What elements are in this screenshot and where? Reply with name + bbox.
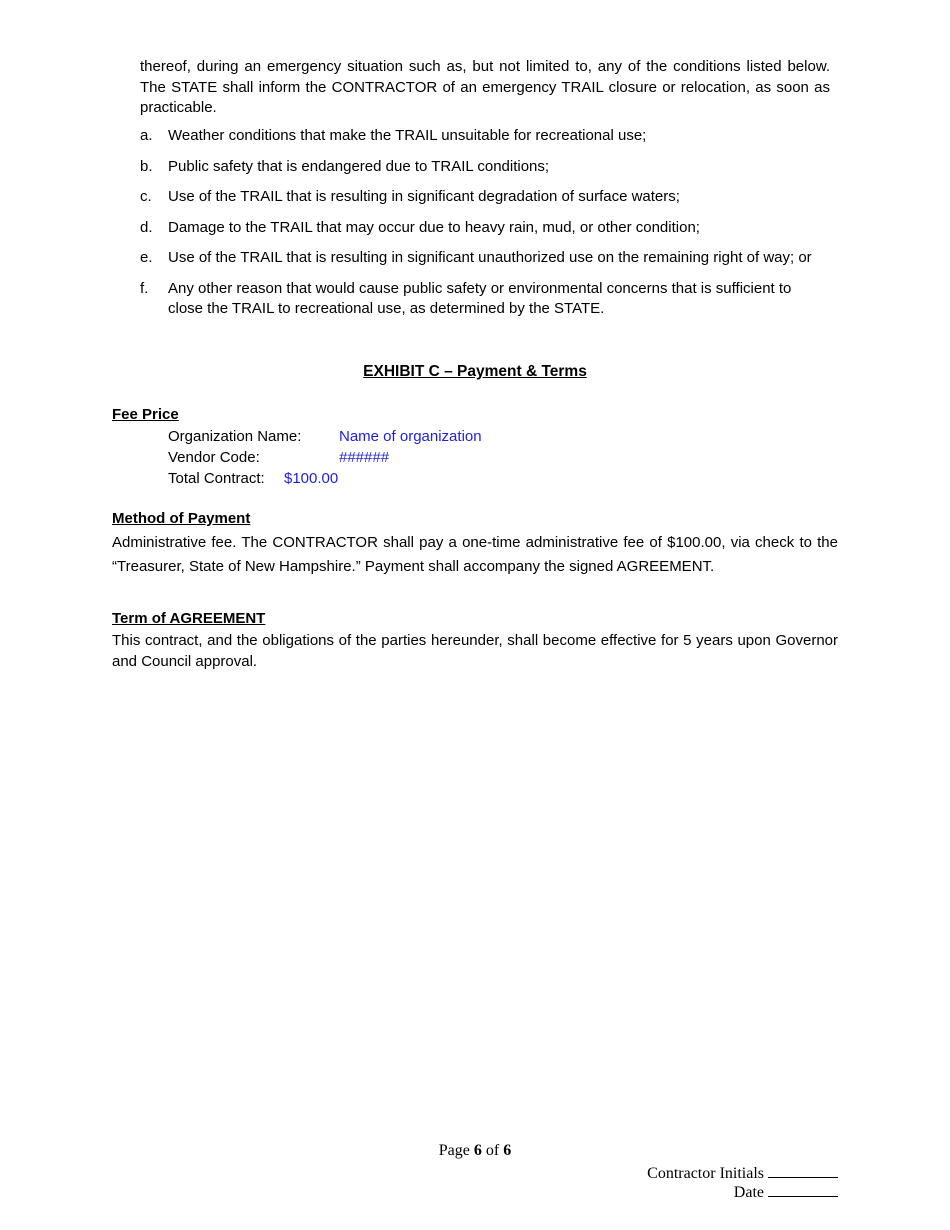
list-marker: e. [140,249,153,266]
date-blank [768,1182,838,1197]
vendor-code-value: ###### [339,449,390,466]
list-item-text: Use of the TRAIL that is resulting in significant unauthorized use on the remaining right of way; or [168,249,812,266]
list-item-text: Any other reason that would cause public safety or environmental concerns that is sufficient to close the TRAIL to recreational use, as determined by the STATE. [168,279,792,317]
list-marker: f. [140,279,149,297]
page-of: of [485,1142,500,1159]
list-item-text: Public safety that is endangered due to TRAIL conditions; [168,157,550,175]
list-item [140,126,830,147]
vendor-code-row [0,448,950,468]
term-heading: Term of AGREEMENT [112,610,266,627]
method-of-payment-heading: Method of Payment [112,510,251,527]
page-total: 6 [503,1142,512,1159]
fee-price-heading: Fee Price [112,406,179,423]
contractor-initials-line [647,1163,838,1183]
method-of-payment-text: Administrative fee. The CONTRACTOR shall pay a one-time administrative fee of $100.00, via check to the “Treasurer, State of New Hampshire.” Payment shall accompany the signed AGREEMENT. [112,534,838,575]
term-text: This contract, and the obligations of the parties hereunder, shall become effective for 5 years upon Governor and Council approval. [112,632,838,670]
initials-blank [768,1163,838,1178]
list-marker: c. [140,188,152,205]
list-item [140,157,830,178]
page-prefix: Page [438,1142,470,1159]
total-contract-row [0,469,950,489]
list-item-text: Use of the TRAIL that is resulting in significant degradation of surface waters; [168,188,680,205]
date-line [734,1182,838,1202]
vendor-code-label: Vendor Code: [168,449,260,466]
total-contract-value: $100.00 [284,470,339,487]
page-number [0,1142,950,1160]
list-marker: a. [140,127,153,144]
page-current: 6 [473,1142,482,1159]
list-item-text: Weather conditions that make the TRAIL unsuitable for recreational use; [168,127,647,144]
list-item [140,218,830,239]
date-label: Date [733,1184,764,1201]
exhibit-title: EXHIBIT C – Payment & Terms [363,363,587,380]
org-name-row [0,427,950,447]
org-name-label: Organization Name: [168,428,302,445]
org-name-value: Name of organization [339,428,482,445]
conditions-list [140,126,830,320]
list-marker: b. [140,157,153,175]
total-contract-label: Total Contract: [168,470,265,487]
list-item [140,248,830,269]
intro-paragraph: thereof, during an emergency situation such as, but not limited to, any of the conditions listed below. The STATE shall inform the CONTRACTOR of an emergency TRAIL closure or relocation, as soon as practicable. [140,58,830,116]
list-item [140,187,830,208]
list-marker: d. [140,218,153,236]
contractor-initials-label: Contractor Initials [647,1165,764,1182]
list-item-text: Damage to the TRAIL that may occur due to heavy rain, mud, or other condition; [168,218,700,236]
list-item [140,279,830,320]
